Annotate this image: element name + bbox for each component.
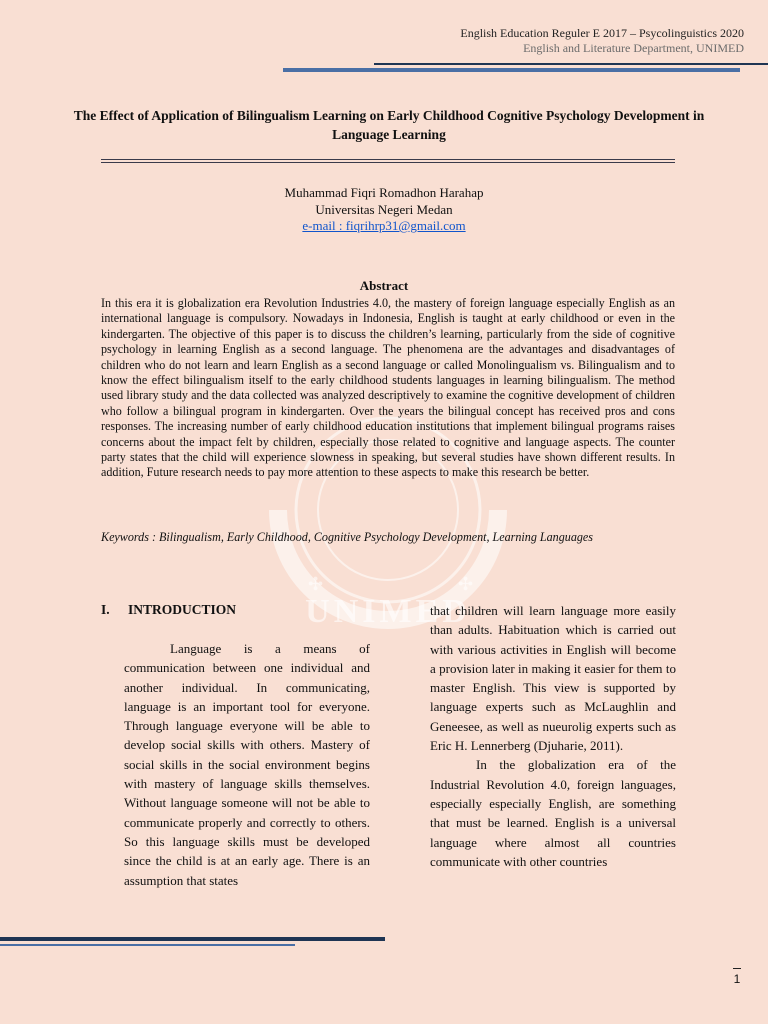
watermark-text: UNIMED (305, 593, 471, 630)
header-course-line: English Education Reguler E 2017 – Psycolinguistics 2020 (460, 26, 744, 40)
intro-paragraph-1: Language is a means of communication between one individual and another individual. In communicating, language is an important tool for everyone. Through language everyone will be able to develop social skills with others. Mastery of social skills in the social environment begins with mastery of language skills themselves. Without language someone will not be able to communicate properly and correctly to others. So this language skills must be developed since the child is at an early age. There is an assumption that states (124, 641, 370, 888)
header-rule-thin (374, 63, 768, 65)
introduction-right-column (430, 601, 676, 871)
running-header (460, 26, 744, 56)
abstract-text: In this era it is globalization era Revolution Industries 4.0, the mastery of foreign language especially English as an international language is compulsory. Nowadays in Indonesia, English is taught at early childhood or even in the kindergarten. The objective of this paper is to discuss the children’s learning, particularly from the side of cognitive psychology in learning English as a second language. The phenomena are the advantages and disadvantages of children who do not learn and learn English as a second language or called Monolingualism vs. Bilingualism and to know the effect bilingualism itself to the early childhood students languages in learning bilingualism. The method used library study and the data collected was analyzed descriptively to examine the cognitive development of children who follow a bilingual program in kindergarten. Over the years the bilingual concept has received pros and cons responses. The increasing number of early childhood education institutions that implement bilingual programs raises concerns about the impact felt by children, especially those related to cognitive and language aspects. The counter party states that the child will experience slowness in speaking, but several studies have shown different results. In addition, Future research needs to pay more attention to these aspects to make this research be better. (101, 296, 675, 480)
header-department-line: English and Literature Department, UNIMED (523, 41, 744, 55)
title-rule-bottom (101, 162, 675, 163)
author-block (0, 185, 768, 235)
page-number (733, 968, 741, 986)
svg-text:✣: ✣ (458, 574, 474, 594)
footer-rule-thin (0, 944, 295, 946)
introduction-heading (101, 602, 236, 618)
title-rule-top (101, 159, 675, 160)
header-rule-thick (283, 68, 740, 72)
author-name: Muhammad Fiqri Romadhon Harahap (284, 185, 484, 200)
section-title: INTRODUCTION (128, 602, 237, 617)
author-email-link[interactable]: e-mail : fiqrihrp31@gmail.com (302, 218, 466, 233)
page-number-dash (733, 968, 741, 969)
section-number: I. (101, 602, 110, 617)
author-institution: Universitas Negeri Medan (315, 201, 453, 217)
intro-paragraph-2: In the globalization era of the Industrial Revolution 4.0, foreign languages, especially especially English, are something that must be learned. English is a universal language where almost all countries communicate with other countries (430, 757, 676, 869)
svg-text:✣: ✣ (308, 574, 324, 594)
abstract-heading: Abstract (359, 278, 409, 293)
keywords: Keywords : Bilingualism, Early Childhood, Cognitive Psychology Development, Learning Languages (101, 530, 593, 544)
footer-rule-thick (0, 937, 385, 941)
introduction-left-column (124, 639, 370, 890)
page-number-value: 1 (733, 972, 741, 986)
intro-paragraph-continued: that children will learn language more easily than adults. Habituation which is carried out with various activities in English will become a provision later in making it easier for them to master English. This view is supported by language experts such as McLaughlin and Geneesee, as well as nueurolig experts such as Eric H. Lennerberg (Djuharie, 2011). (430, 603, 676, 754)
paper-title: The Effect of Application of Bilingualism Learning on Early Childhood Cognitive Psychology Development in Language Learning (73, 108, 705, 142)
